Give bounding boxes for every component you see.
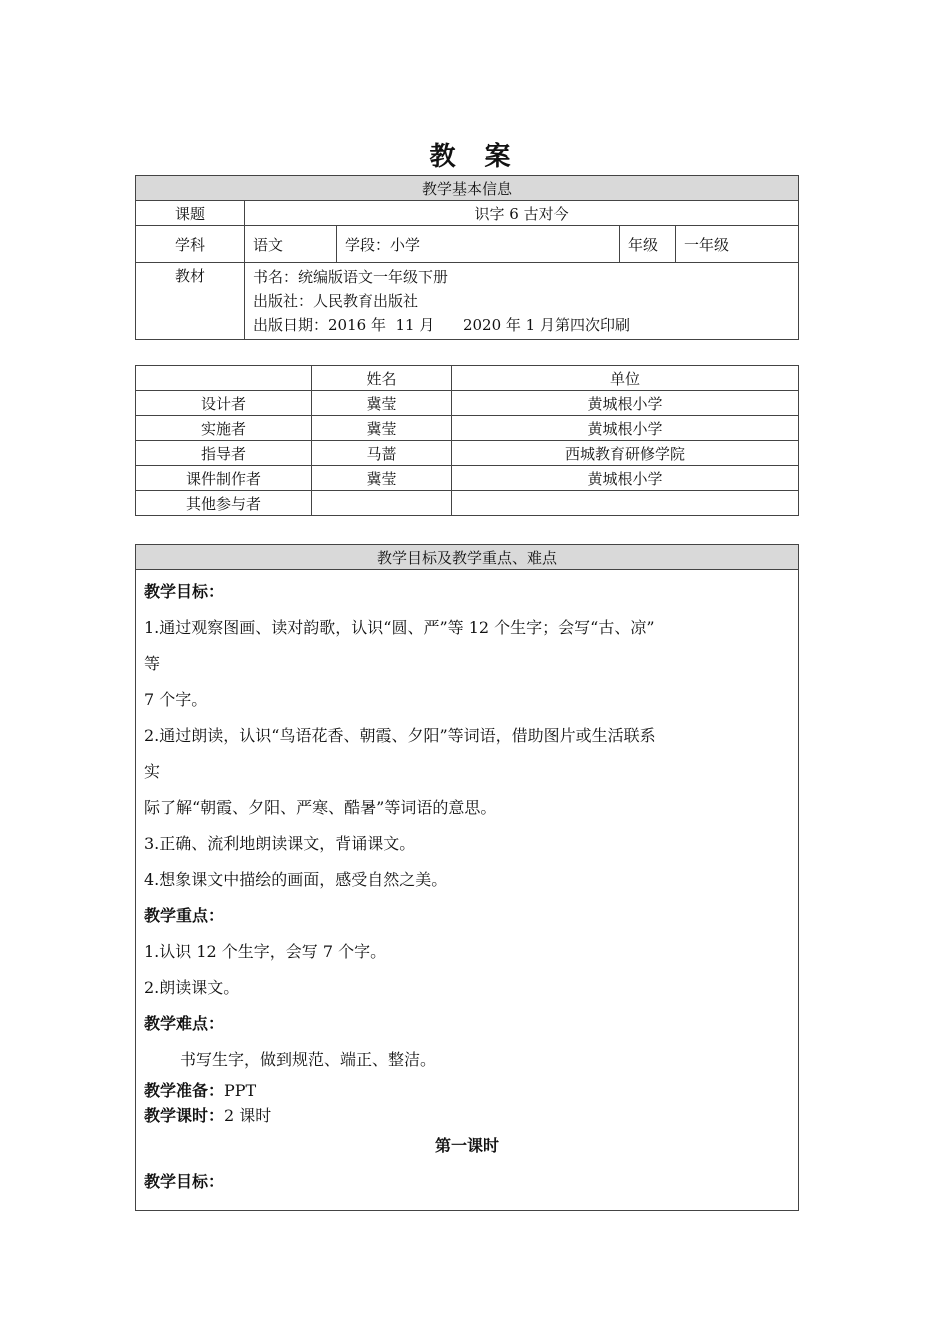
people-table [135,365,799,516]
person-unit: 黄城根小学 [452,416,799,441]
grade-label: 年级 [620,226,676,263]
class-hours [144,1103,790,1128]
role: 课件制作者 [136,466,312,491]
subject-label: 学科 [136,226,245,263]
people-row [136,391,799,416]
person-name: 马蔷 [312,441,452,466]
person-unit [452,491,799,516]
people-header-unit: 单位 [452,366,799,391]
preparation-label: 教学准备： [144,1081,225,1100]
objective-1c: 7 个字。 [144,690,208,709]
people-row [136,441,799,466]
lesson-1-title: 第一课时 [434,1136,499,1155]
difficult-point-1: 书写生字，做到规范、端正、整洁。 [180,1050,437,1069]
role: 指导者 [136,441,312,466]
role: 设计者 [136,391,312,416]
difficult-points-title: 教学难点： [144,1014,225,1033]
lesson-1-objectives-title: 教学目标： [144,1172,225,1191]
people-header-name: 姓名 [312,366,452,391]
topic-label: 课题 [136,201,245,226]
preparation [144,1078,790,1103]
preparation-value: PPT [224,1081,257,1100]
objective-4: 4.想象课文中描绘的画面，感受自然之美。 [144,870,448,889]
subject-value: 语文 [245,226,337,263]
objective-2c: 际了解“朝霞、夕阳、严寒、酷暑”等词语的意思。 [144,798,497,817]
key-points-title: 教学重点： [144,906,225,925]
topic-value: 识字 6 古对今 [245,201,799,226]
key-point-2: 2.朗读课文。 [144,978,240,997]
role: 其他参与者 [136,491,312,516]
objective-1b: 等 [144,654,161,673]
publication-date: 出版日期：2016 年 11 月 2020 年 1 月第四次印刷 [253,316,630,334]
people-row [136,416,799,441]
class-hours-label: 教学课时： [144,1106,225,1125]
person-name: 冀莹 [312,416,452,441]
basic-info-table [135,175,799,340]
person-unit: 西城教育研修学院 [452,441,799,466]
grade-value: 一年级 [676,226,799,263]
people-row [136,466,799,491]
key-point-1: 1.认识 12 个生字，会写 7 个字。 [144,942,387,961]
goals-header: 教学目标及教学重点、难点 [136,545,799,570]
objective-2b: 实 [144,762,161,781]
book-name: 书名：统编版语文一年级下册 [253,268,449,286]
stage-value: 学段：小学 [337,226,620,263]
role: 实施者 [136,416,312,441]
basic-info-header: 教学基本信息 [136,176,799,201]
objective-1a: 1.通过观察图画、读对韵歌，认识“圆、严”等 12 个生字；会写“古、凉” [144,618,655,637]
class-hours-value: 2 课时 [224,1106,272,1125]
person-unit: 黄城根小学 [452,466,799,491]
publisher: 出版社：人民教育出版社 [253,292,419,310]
people-header-blank [136,366,312,391]
objectives-title: 教学目标： [144,582,225,601]
person-name: 冀莹 [312,391,452,416]
person-unit: 黄城根小学 [452,391,799,416]
people-row [136,491,799,516]
material-info [245,263,799,340]
document-title: 教 案 [429,142,521,172]
person-name [312,491,452,516]
objective-2a: 2.通过朗读，认识“鸟语花香、朝霞、夕阳”等词语，借助图片或生活联系 [144,726,656,745]
goals-table [135,544,799,1211]
objective-3: 3.正确、流利地朗读课文，背诵课文。 [144,834,416,853]
material-label: 教材 [136,263,245,340]
goals-content [136,570,799,1211]
person-name: 冀莹 [312,466,452,491]
